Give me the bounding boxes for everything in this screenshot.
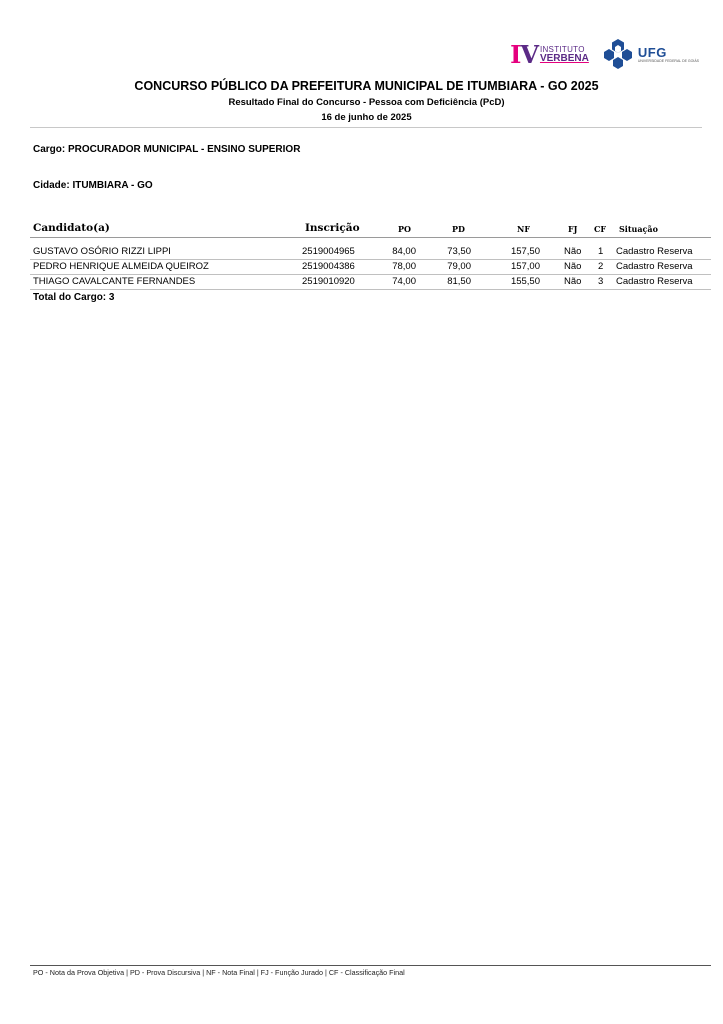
ufg-hexagon-icon — [601, 38, 635, 72]
header-logos — [510, 38, 699, 72]
cell-pd: 79,00 — [447, 261, 471, 272]
cargo-label: Cargo: PROCURADOR MUNICIPAL - ENSINO SUPERIOR — [33, 144, 301, 155]
cidade-label: Cidade: ITUMBIARA - GO — [33, 180, 153, 191]
document-date: 16 de junho de 2025 — [321, 112, 412, 123]
col-situacao: Situação — [619, 224, 658, 234]
footer-divider — [30, 965, 711, 966]
col-pd: PD — [452, 224, 465, 234]
verbena-label: VERBENA — [539, 53, 589, 64]
cell-inscricao: 2519004965 — [302, 246, 355, 257]
cell-po: 74,00 — [392, 276, 416, 287]
cell-fj: Não — [564, 276, 582, 287]
cell-po: 78,00 — [392, 261, 416, 272]
cell-nf: 155,50 — [510, 276, 540, 287]
total-cargo: Total do Cargo: 3 — [33, 292, 115, 303]
cell-po: 84,00 — [392, 246, 416, 257]
results-table-header — [30, 222, 711, 238]
table-row — [30, 274, 711, 290]
footer-legend: PO - Nota da Prova Objetiva | PD - Prova Discursiva | NF - Nota Final | FJ - Função Jurado | CF - Classificação Final — [33, 968, 405, 977]
cell-cf: 2 — [598, 261, 604, 272]
cell-fj: Não — [564, 261, 582, 272]
col-fj: FJ — [568, 224, 578, 234]
cell-nf: 157,00 — [510, 261, 540, 272]
ufg-name: UFG — [637, 45, 667, 61]
cell-pd: 81,50 — [447, 276, 471, 287]
header-divider — [30, 127, 702, 128]
cell-inscricao: 2519010920 — [302, 276, 355, 287]
col-candidato: Candidato(a) — [33, 222, 110, 234]
instituto-label: INSTITUTO — [539, 45, 585, 54]
cell-situacao: Cadastro Reserva — [616, 246, 693, 257]
cell-situacao: Cadastro Reserva — [616, 276, 693, 287]
ufg-subtitle: UNIVERSIDADE FEDERAL DE GOIÁS — [637, 59, 699, 64]
cell-cf: 1 — [598, 246, 604, 257]
cell-nome: THIAGO CAVALCANTE FERNANDES — [33, 276, 196, 287]
table-row — [30, 259, 711, 275]
cell-nf: 157,50 — [510, 246, 540, 257]
col-inscricao: Inscrição — [305, 222, 360, 234]
table-row — [30, 244, 711, 260]
cell-nome: PEDRO HENRIQUE ALMEIDA QUEIROZ — [33, 261, 209, 272]
col-cf: CF — [594, 224, 607, 234]
cell-situacao: Cadastro Reserva — [616, 261, 693, 272]
cell-inscricao: 2519004386 — [302, 261, 355, 272]
cell-pd: 73,50 — [447, 246, 471, 257]
col-nf: NF — [517, 224, 530, 234]
iv-mark-icon: IV — [510, 40, 538, 69]
col-po: PO — [398, 224, 411, 234]
cell-cf: 3 — [598, 276, 604, 287]
instituto-verbena-logo — [510, 40, 589, 69]
ufg-logo — [601, 38, 699, 72]
cell-nome: GUSTAVO OSÓRIO RIZZI LIPPI — [33, 246, 171, 257]
document-subtitle: Resultado Final do Concurso - Pessoa com Deficiência (PcD) — [228, 97, 505, 108]
document-title: CONCURSO PÚBLICO DA PREFEITURA MUNICIPAL DE ITUMBIARA - GO 2025 — [134, 79, 599, 93]
cell-fj: Não — [564, 246, 582, 257]
